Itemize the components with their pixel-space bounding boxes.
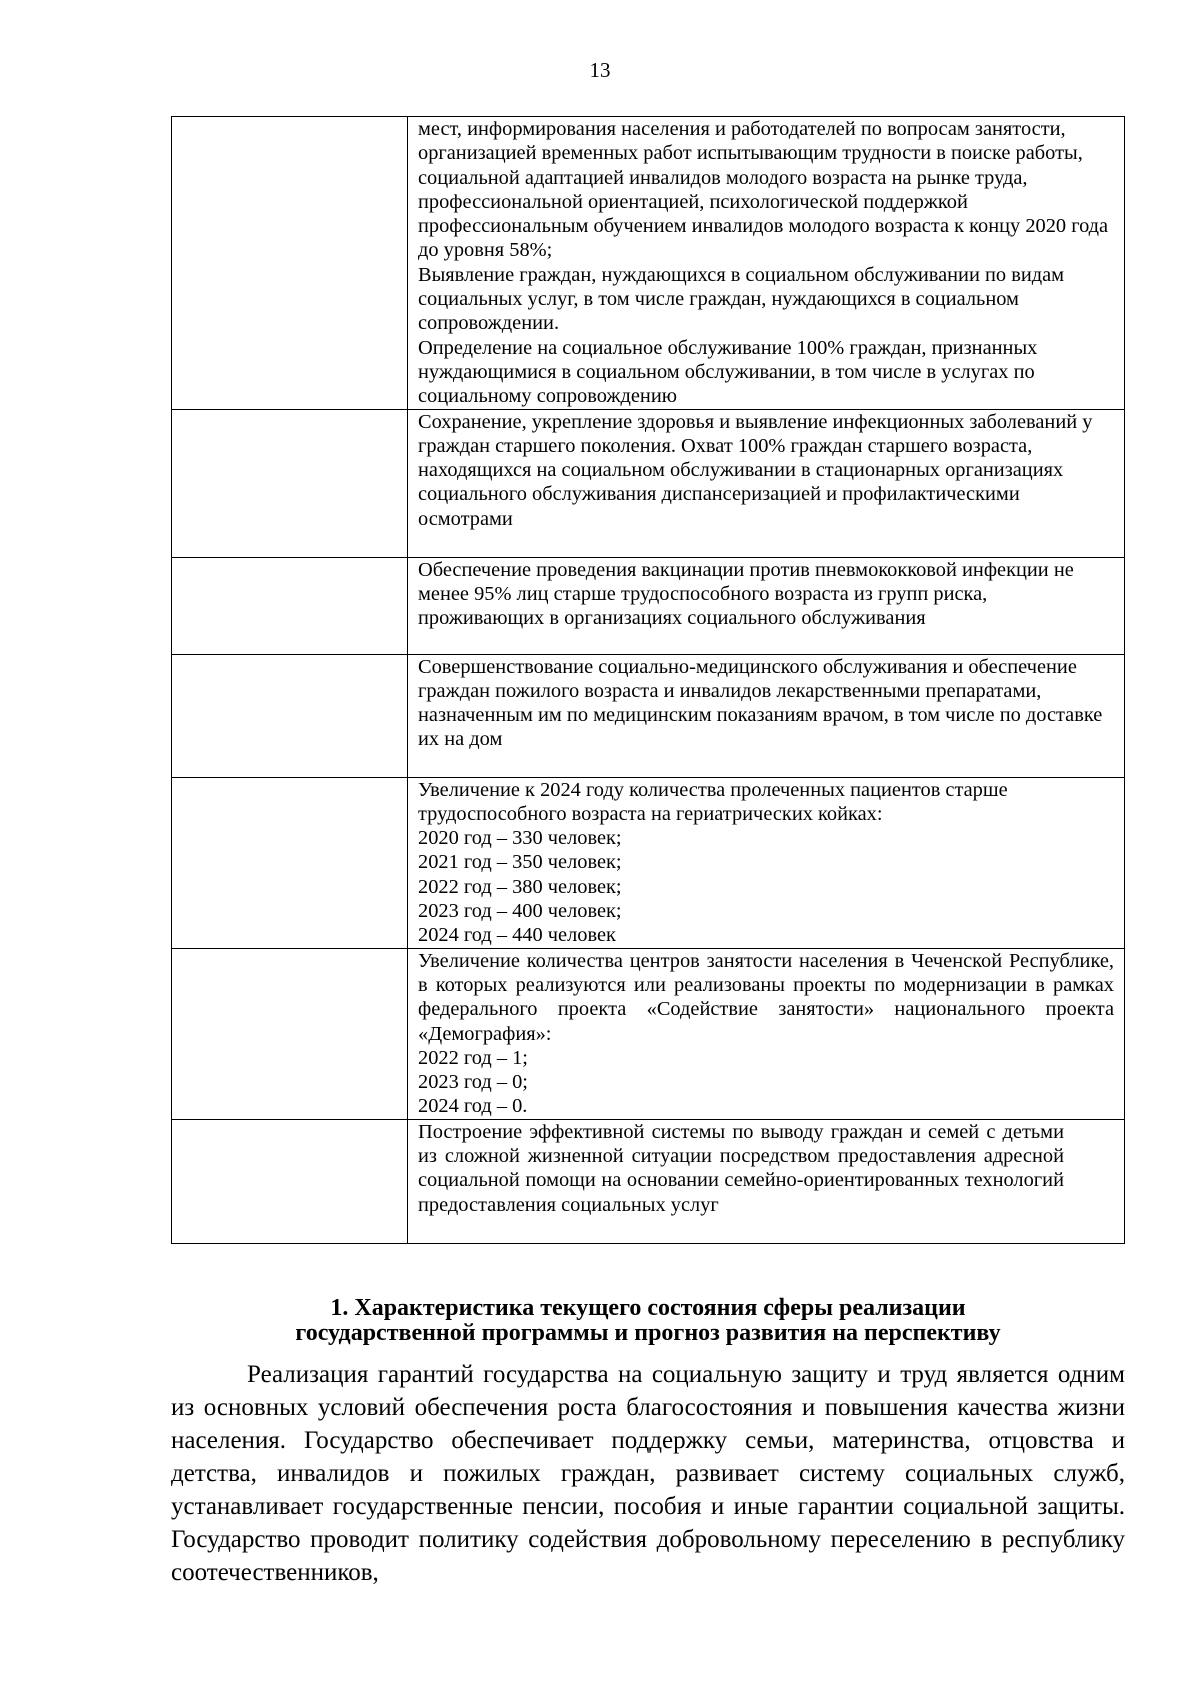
table-cell-text: Совершенствование социально-медицинского обслуживания и обеспечение граждан пожилого возраста и инвалидов лекарственными препаратами, назначенным им по медицинским показаниям врачом, в том числе по доставке их на дом — [408, 654, 1125, 777]
table-cell-text: Обеспечение проведения вакцинации против пневмококковой инфекции не менее 95% лиц старше трудоспособного возраста из групп риска, проживающих в организациях социального обслуживания — [408, 557, 1125, 654]
table-cell-text: мест, информирования населения и работодателей по вопросам занятости, организацией временных работ испытывающим трудности в поиске работы, социальной адаптацией инвалидов молодого возраста на рынке труда, профессиональной ориентацией, психологической поддержкой профессиональным обучением инвалидов молодого возраста к концу 2020 года до уровня 58%; Выявление граждан, нуждающихся в социальном обслуживании по видам социальных услуг, в том числе граждан, нуждающихся в социальном сопровождении. Определение на социальное обслуживание 100% граждан, признанных нуждающимися в социальном обслуживании, в том числе в услугах по социальному сопровождению — [408, 117, 1125, 410]
table-cell-empty — [172, 948, 408, 1119]
table-row — [172, 948, 1125, 1119]
table-cell-empty — [172, 1119, 408, 1243]
section-heading-line: 1. Характеристика текущего состояния сферы реализации — [330, 1295, 966, 1321]
table-row — [172, 409, 1125, 557]
section-heading — [171, 1296, 1125, 1346]
body-paragraph: Реализация гарантий государства на социальную защиту и труд является одним из основных условий обеспечения роста благосостояния и повышения качества жизни населения. Государство обеспечивает поддержку семьи, материнства, отцовства и детства, инвалидов и пожилых граждан, развивает систему социальных служб, устанавливает государственные пенсии, пособия и иные гарантии социальной защиты. Государство проводит политику содействия добровольному переселению в республику соотечественников, — [171, 1361, 1125, 1586]
table-row — [172, 1119, 1125, 1243]
table-cell-text: Увеличение к 2024 году количества пролеченных пациентов старше трудоспособного возраста на гериатрических койках: 2020 год – 330 человек; 2021 год – 350 человек; 2022 год – 380 человек; 2023 год – 400 человек; 2024 год – 440 человек — [408, 777, 1125, 948]
table-row — [172, 777, 1125, 948]
measures-table — [171, 116, 1125, 1244]
table-cell-empty — [172, 777, 408, 948]
table-cell-empty — [172, 409, 408, 557]
table-cell-empty — [172, 117, 408, 410]
section-heading-line: государственной программы и прогноз развития на перспективу — [295, 1320, 1001, 1346]
table-cell-empty — [172, 557, 408, 654]
table-row — [172, 557, 1125, 654]
table-cell-text: Сохранение, укрепление здоровья и выявление инфекционных заболеваний у граждан старшего поколения. Охват 100% граждан старшего возраста, находящихся на социальном обслуживании в стационарных организациях социального обслуживания диспансеризацией и профилактическими осмотрами — [408, 409, 1125, 557]
table-cell-empty — [172, 654, 408, 777]
page-number: 13 — [589, 58, 611, 82]
table-row — [172, 654, 1125, 777]
table-cell-text: Увеличение количества центров занятости населения в Чеченской Республике, в которых реализуются или реализованы проекты по модернизации в рамках федерального проекта «Содействие занятости» национального проекта «Демография»: 2022 год – 1; 2023 год – 0; 2024 год – 0. — [408, 948, 1125, 1119]
table-cell-text: Построение эффективной системы по выводу граждан и семей с детьми из сложной жизненной ситуации посредством предоставления адресной социальной помощи на основании семейно-ориентированных технологий предоставления социальных услуг — [408, 1119, 1125, 1243]
table-row — [172, 117, 1125, 410]
